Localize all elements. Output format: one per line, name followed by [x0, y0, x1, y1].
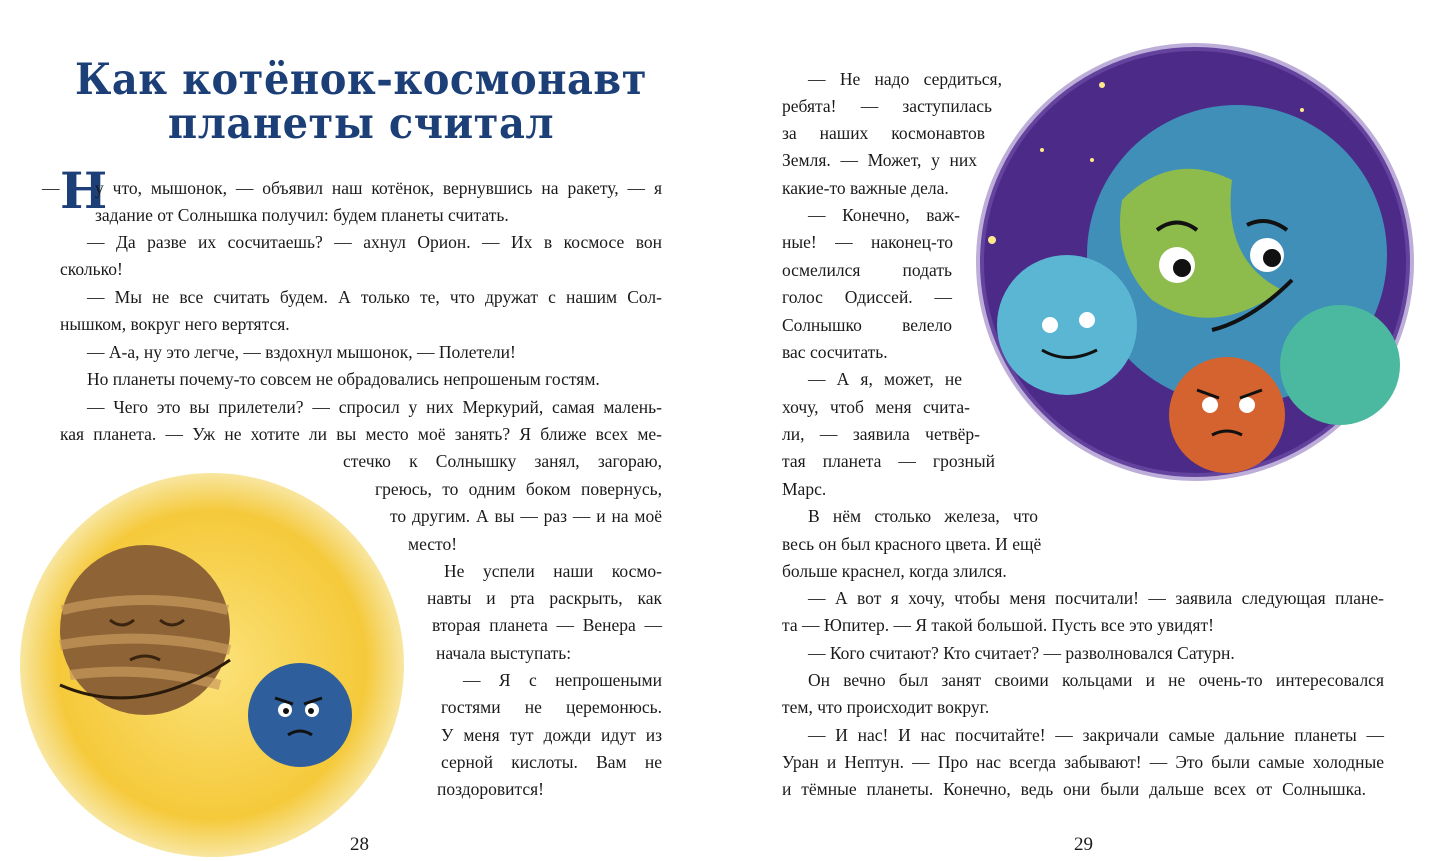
- drop-cap: Н: [60, 161, 108, 220]
- text-line: Но планеты почему-то совсем не обрадовались непрошеным гостям.: [87, 369, 600, 389]
- text-line: начала выступать:: [436, 643, 572, 663]
- lead-dash: —: [42, 178, 60, 198]
- text-line: за наших космонавтов: [782, 123, 985, 143]
- page-number: 29: [1074, 834, 1093, 855]
- text-line: задание от Солнышка получил: будем планеты считать.: [95, 205, 509, 225]
- text-line: навты и рта раскрыть, как: [427, 588, 662, 608]
- text-line: — А я, может, не: [808, 369, 962, 389]
- text-line: вас сосчитать.: [782, 342, 888, 362]
- mars-planet: [1169, 357, 1285, 473]
- page-number: 28: [350, 834, 369, 855]
- text-line: — А-а, ну это легче, — вздохнул мышонок, — Полетели!: [87, 342, 516, 362]
- text-line: Уран и Нептун. — Про нас всегда забывают! — Это были самые холодные: [782, 752, 1384, 772]
- text-line: — И нас! И нас посчитайте! — закричали самые дальние планеты —: [808, 725, 1384, 745]
- sun-illustration: [0, 460, 420, 860]
- text-line: и тёмные планеты. Конечно, ведь они были дальше всех от Солнышка.: [782, 779, 1366, 799]
- text-line: какие-то важные дела.: [782, 178, 949, 198]
- text-line: вторая планета — Венера —: [432, 615, 662, 635]
- text-line: тем, что происходит вокруг.: [782, 697, 990, 717]
- text-line: — Мы не все считать будем. А только те, что дружат с нашим Сол-: [87, 287, 662, 307]
- text-line: весь он был красного цвета. И ещё: [782, 534, 1042, 554]
- text-line: Солнышко велело: [782, 315, 952, 335]
- uranus-planet: [997, 255, 1137, 395]
- text-line: та — Юпитер. — Я такой большой. Пусть все это увидят!: [782, 615, 1214, 635]
- left-page: [0, 0, 722, 861]
- planets-illustration: [972, 40, 1432, 490]
- text-line: осмелился подать: [782, 260, 952, 280]
- venus-planet: [60, 545, 230, 715]
- text-line: греюсь, то одним боком повернусь,: [375, 479, 662, 499]
- text-line: — Да разве их сосчитаешь? — ахнул Орион. — Их в космосе вон: [87, 232, 662, 252]
- text-line: кая планета. — Уж не хотите ли вы место моё занять? Я ближе всех ме-: [60, 424, 662, 444]
- text-line: тая планета — грозный: [782, 451, 995, 471]
- chapter-title-line-2: планеты считал: [167, 98, 555, 149]
- text-line: В нём столько железа, что: [808, 506, 1038, 526]
- text-line: больше краснел, когда злился.: [782, 561, 1007, 581]
- text-line: — Конечно, важ-: [808, 205, 960, 225]
- text-line: — Чего это вы прилетели? — спросил у них Меркурий, самая малень-: [87, 397, 662, 417]
- text-line: — Я с непрошеными: [463, 670, 662, 690]
- text-line: стечко к Солнышку занял, загораю,: [343, 451, 662, 471]
- text-line: гостями не церемонюсь.: [441, 697, 662, 717]
- text-line: серной кислоты. Вам не: [441, 752, 662, 772]
- mercury-planet: [248, 663, 352, 767]
- text-line: то другим. А вы — раз — и на моё: [390, 506, 662, 526]
- text-line: — Кого считают? Кто считает? — разволновался Сатурн.: [808, 643, 1235, 663]
- text-line: ли, — заявила четвёр-: [782, 424, 980, 444]
- text-line: место!: [408, 534, 458, 554]
- text-line: У меня тут дожди идут из: [441, 725, 662, 745]
- text-line: поздоровится!: [437, 779, 544, 799]
- text-line: ные! — наконец-то: [782, 232, 953, 252]
- text-line: хочу, чтоб меня счита-: [782, 397, 970, 417]
- text-line: — А вот я хочу, чтобы меня посчитали! — заявила следующая плане-: [808, 588, 1384, 608]
- text-line: сколько!: [60, 259, 123, 279]
- text-line: нышком, вокруг него вертятся.: [60, 314, 290, 334]
- text-line: Он вечно был занят своими кольцами и не очень-то интересовался: [808, 670, 1384, 690]
- text-line: — Не надо сердиться,: [808, 69, 1002, 89]
- text-line: Не успели наши космо-: [444, 561, 662, 581]
- text-line: у что, мышонок, — объявил наш котёнок, вернувшись на ракету, — я: [95, 178, 662, 198]
- right-page: [722, 0, 1445, 861]
- text-line: Земля. — Может, у них: [782, 150, 977, 170]
- text-line: ребята! — заступилась: [782, 96, 992, 116]
- chapter-title-line-1: Как котёнок-космонавт: [75, 54, 647, 105]
- text-line: голос Одиссей. —: [782, 287, 952, 307]
- text-line: Марс.: [782, 479, 827, 499]
- neptune-planet: [1280, 305, 1400, 425]
